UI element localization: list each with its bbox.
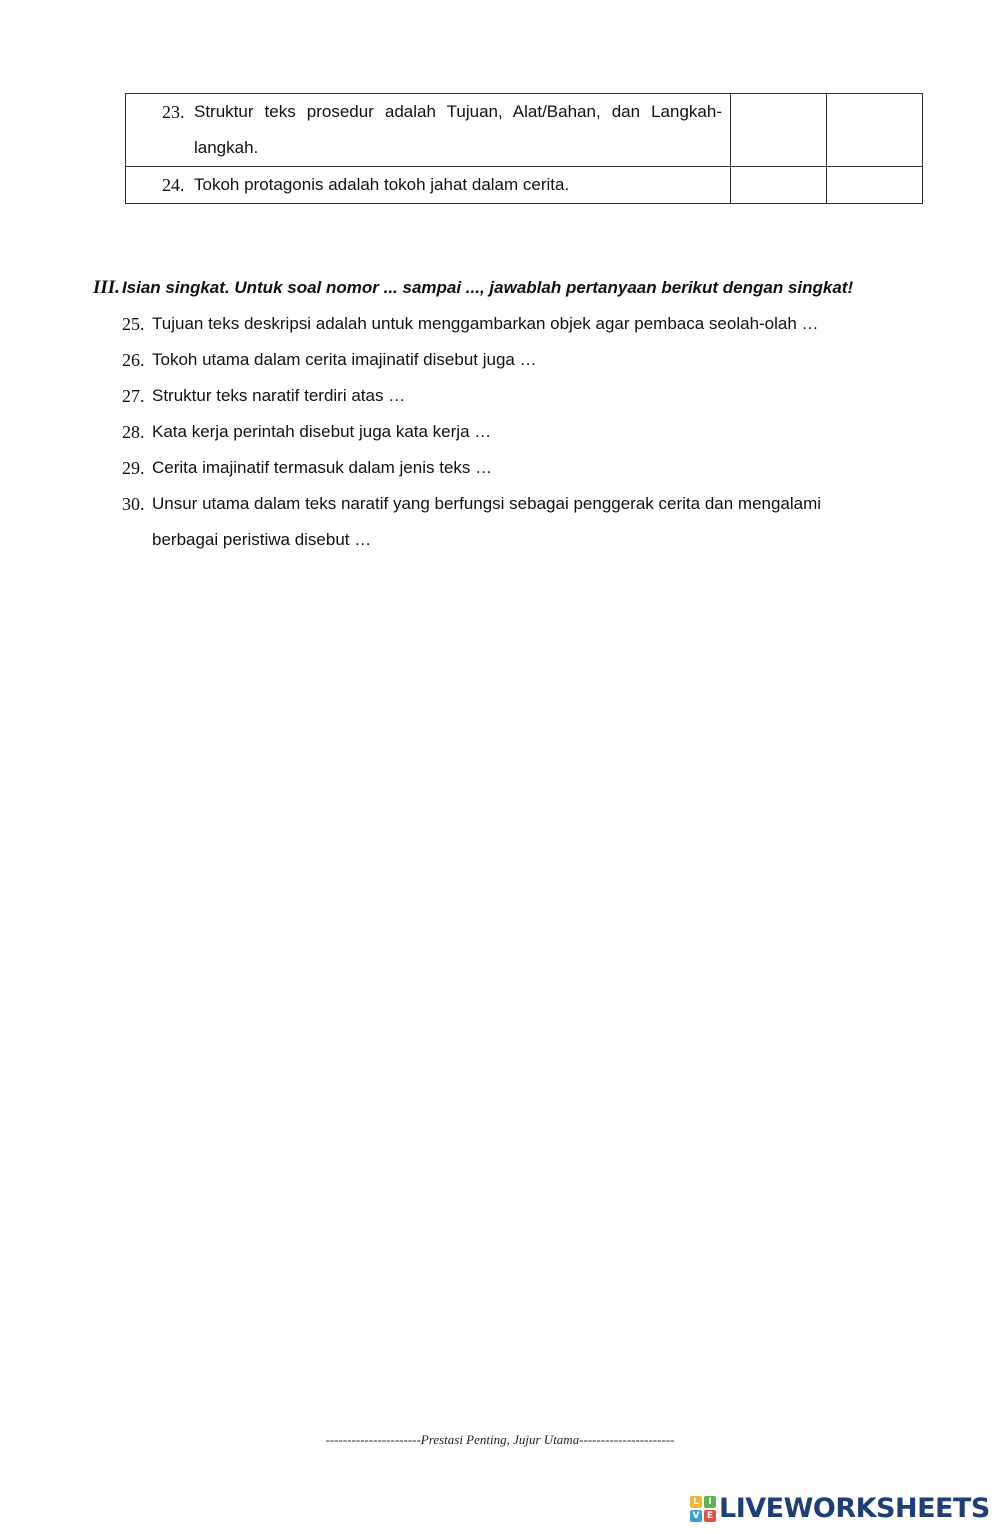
question-number: 23. <box>162 102 185 122</box>
list-item <box>122 486 882 558</box>
question-number: 25. <box>122 314 145 334</box>
list-item <box>122 342 882 378</box>
answer-true-cell[interactable] <box>731 167 827 204</box>
question-number: 24. <box>162 175 185 195</box>
question-text: Kata kerja perintah disebut juga kata kerja … <box>152 422 492 441</box>
answer-false-cell[interactable] <box>827 167 923 204</box>
question-number: 30. <box>122 494 145 514</box>
liveworksheets-logo-icon <box>690 1496 716 1522</box>
question-text: Tokoh utama dalam cerita imajinatif disebut juga … <box>152 350 537 369</box>
true-false-table <box>125 93 923 204</box>
answer-false-cell[interactable] <box>827 94 923 167</box>
liveworksheets-brand[interactable] <box>690 1494 990 1524</box>
brand-name: LIVEWORKSHEETS <box>719 1493 990 1524</box>
question-number: 29. <box>122 458 145 478</box>
question-number: 28. <box>122 422 145 442</box>
table-row <box>126 94 923 167</box>
logo-tile: V <box>690 1510 702 1522</box>
list-item <box>122 306 882 342</box>
question-text: Struktur teks naratif terdiri atas … <box>152 386 406 405</box>
question-text: Cerita imajinatif termasuk dalam jenis teks … <box>152 458 493 477</box>
statement-cell <box>126 94 731 167</box>
logo-tile: L <box>690 1496 702 1508</box>
question-number: 26. <box>122 350 145 370</box>
statement-text: Tokoh protagonis adalah tokoh jahat dalam cerita. <box>194 175 570 194</box>
list-item <box>122 450 882 486</box>
table-row <box>126 167 923 204</box>
statement-text: Struktur teks prosedur adalah Tujuan, Alat/Bahan, dan Langkah-langkah. <box>194 102 722 157</box>
list-item <box>122 378 882 414</box>
logo-tile: I <box>704 1496 716 1508</box>
list-item <box>122 414 882 450</box>
question-text: Unsur utama dalam teks naratif yang berfungsi sebagai penggerak cerita dan mengalami berbagai peristiwa disebut … <box>152 494 822 549</box>
logo-tile: E <box>704 1510 716 1522</box>
section-instruction: Isian singkat. Untuk soal nomor ... sampai ..., jawablah pertanyaan berikut dengan singkat! <box>121 278 854 297</box>
question-text: Tujuan teks deskripsi adalah untuk menggambarkan objek agar pembaca seolah-olah … <box>152 314 819 333</box>
statement-cell <box>126 167 731 204</box>
section-number: III. <box>93 277 120 298</box>
question-number: 27. <box>122 386 145 406</box>
footer-motto: ----------------------Prestasi Penting, Jujur Utama---------------------- <box>325 1432 675 1447</box>
section-heading <box>93 272 953 304</box>
question-list <box>122 306 882 558</box>
answer-true-cell[interactable] <box>731 94 827 167</box>
